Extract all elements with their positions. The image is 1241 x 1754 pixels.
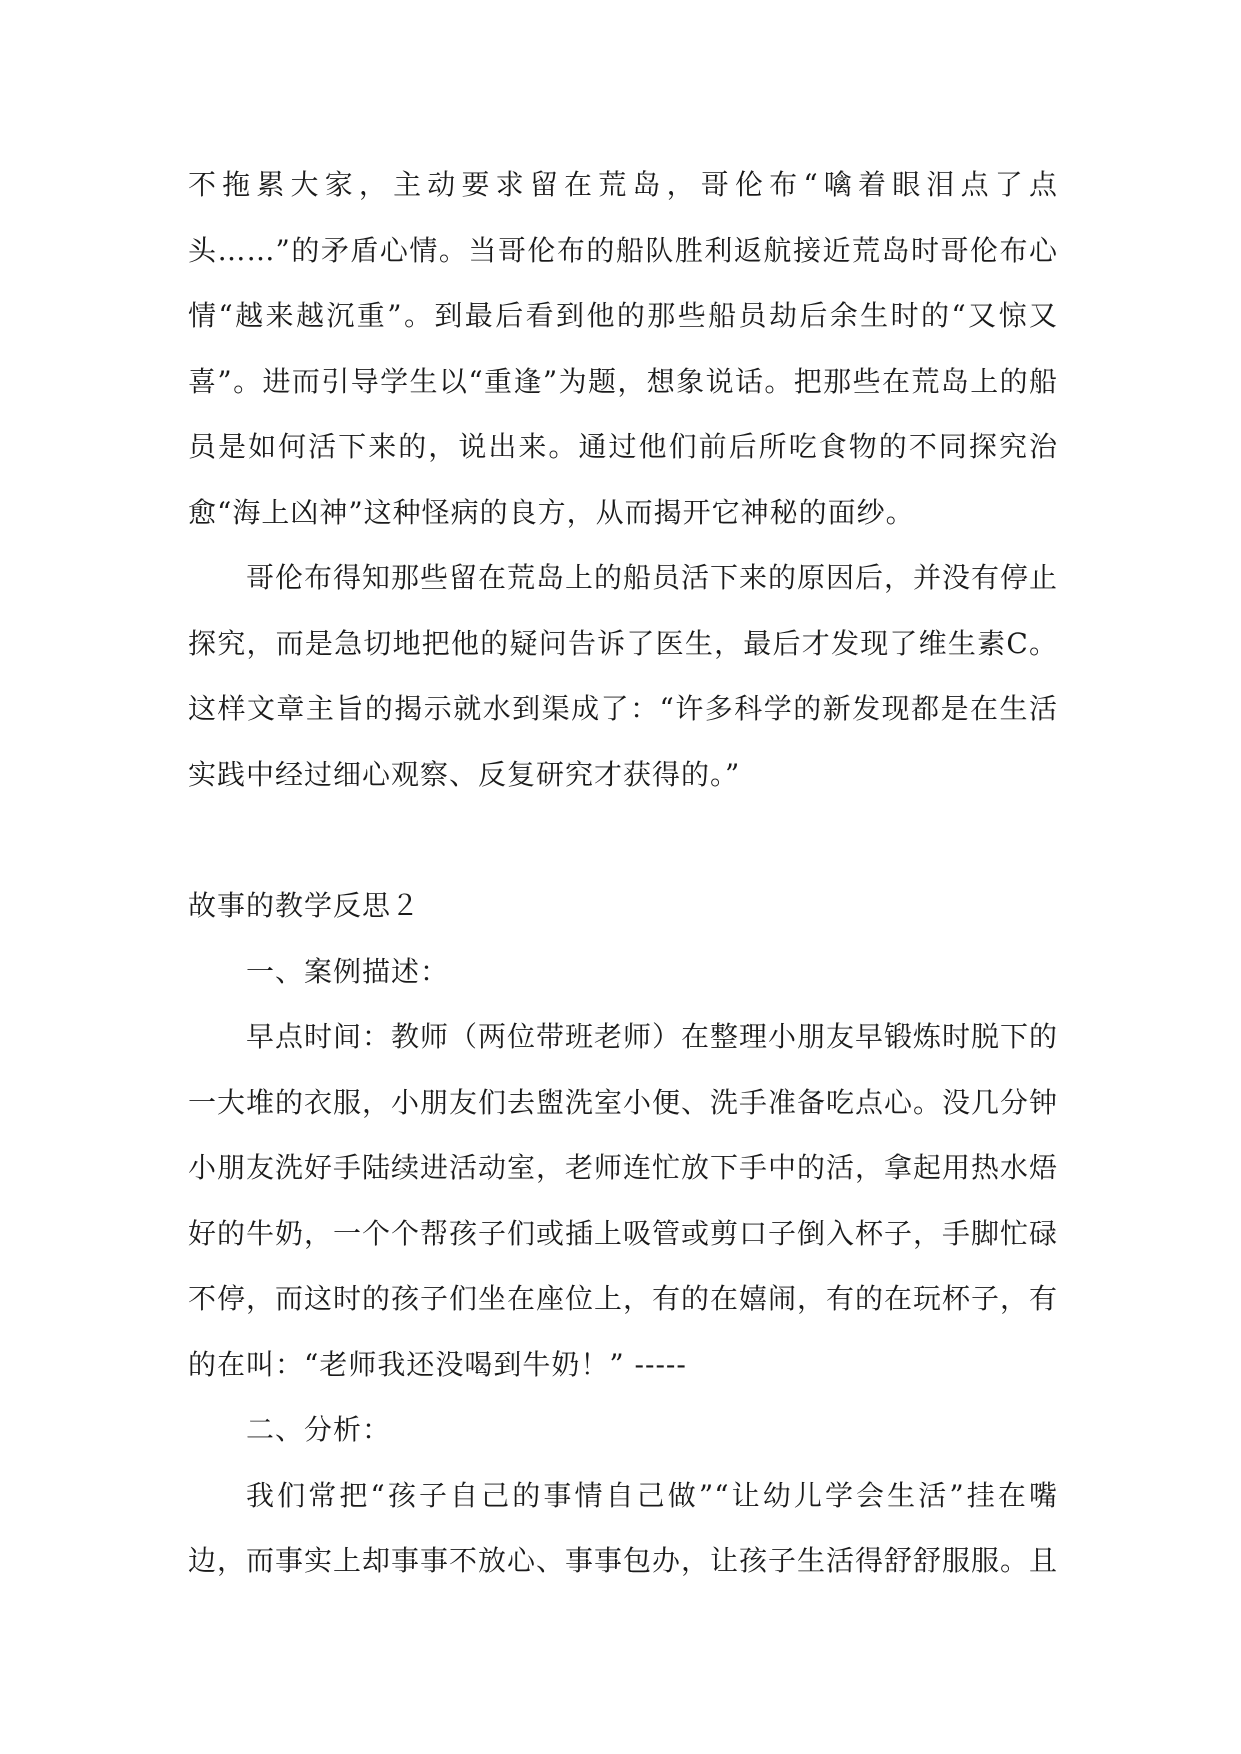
analysis-paragraph: 我们常把“孩子自己的事情自己做”“让幼儿学会生活”挂在嘴边，而事实上却事事不放心、事事包办，让孩子生活得舒舒服服。且 xyxy=(188,1478,1059,1577)
paragraph-columbus: 哥伦布得知那些留在荒岛上的船员活下来的原因后，并没有停止探究，而是急切地把他的疑问告诉了医生，最后才发现了维生素C。这样文章主旨的揭示就水到渠成了：“许多科学的新发现都是在生活实践中经过细心观察、反复研究才获得的。” xyxy=(188,561,1059,791)
text-block-reflection xyxy=(188,873,1058,1594)
text-block-columbus xyxy=(188,545,1058,807)
section-title: 故事的教学反思２ xyxy=(188,889,421,922)
text-block-intro xyxy=(188,152,1058,545)
paragraph-continued: 不拖累大家，主动要求留在荒岛，哥伦布“噙着眼泪点了点头……”的矛盾心情。当哥伦布的船队胜利返航接近荒岛时哥伦布心情“越来越沉重”。到最后看到他的那些船员劫后余生时的“又惊又喜”。进而引导学生以“重逢”为题，想象说话。把那些在荒岛上的船员是如何活下来的，说出来。通过他们前后所吃食物的不同探究治愈“海上凶神”这种怪病的良方，从而揭开它神秘的面纱。 xyxy=(188,168,1058,529)
case-heading: 一、案例描述： xyxy=(246,954,450,988)
analysis-heading: 二、分析： xyxy=(246,1413,392,1446)
case-paragraph: 早点时间：教师（两位带班老师）在整理小朋友早锻炼时脱下的一大堆的衣服，小朋友们去盥洗室小便、洗手准备吃点心。没几分钟小朋友洗好手陆续进活动室，老师连忙放下手中的活，拿起用热水焐好的牛奶，一个个帮孩子们或插上吸管或剪口子倒入杯子，手脚忙碌不停，而这时的孩子们坐在座位上，有的在嬉闹，有的在玩杯子，有的在叫：“老师我还没喝到牛奶！” ----- xyxy=(188,1020,1059,1381)
